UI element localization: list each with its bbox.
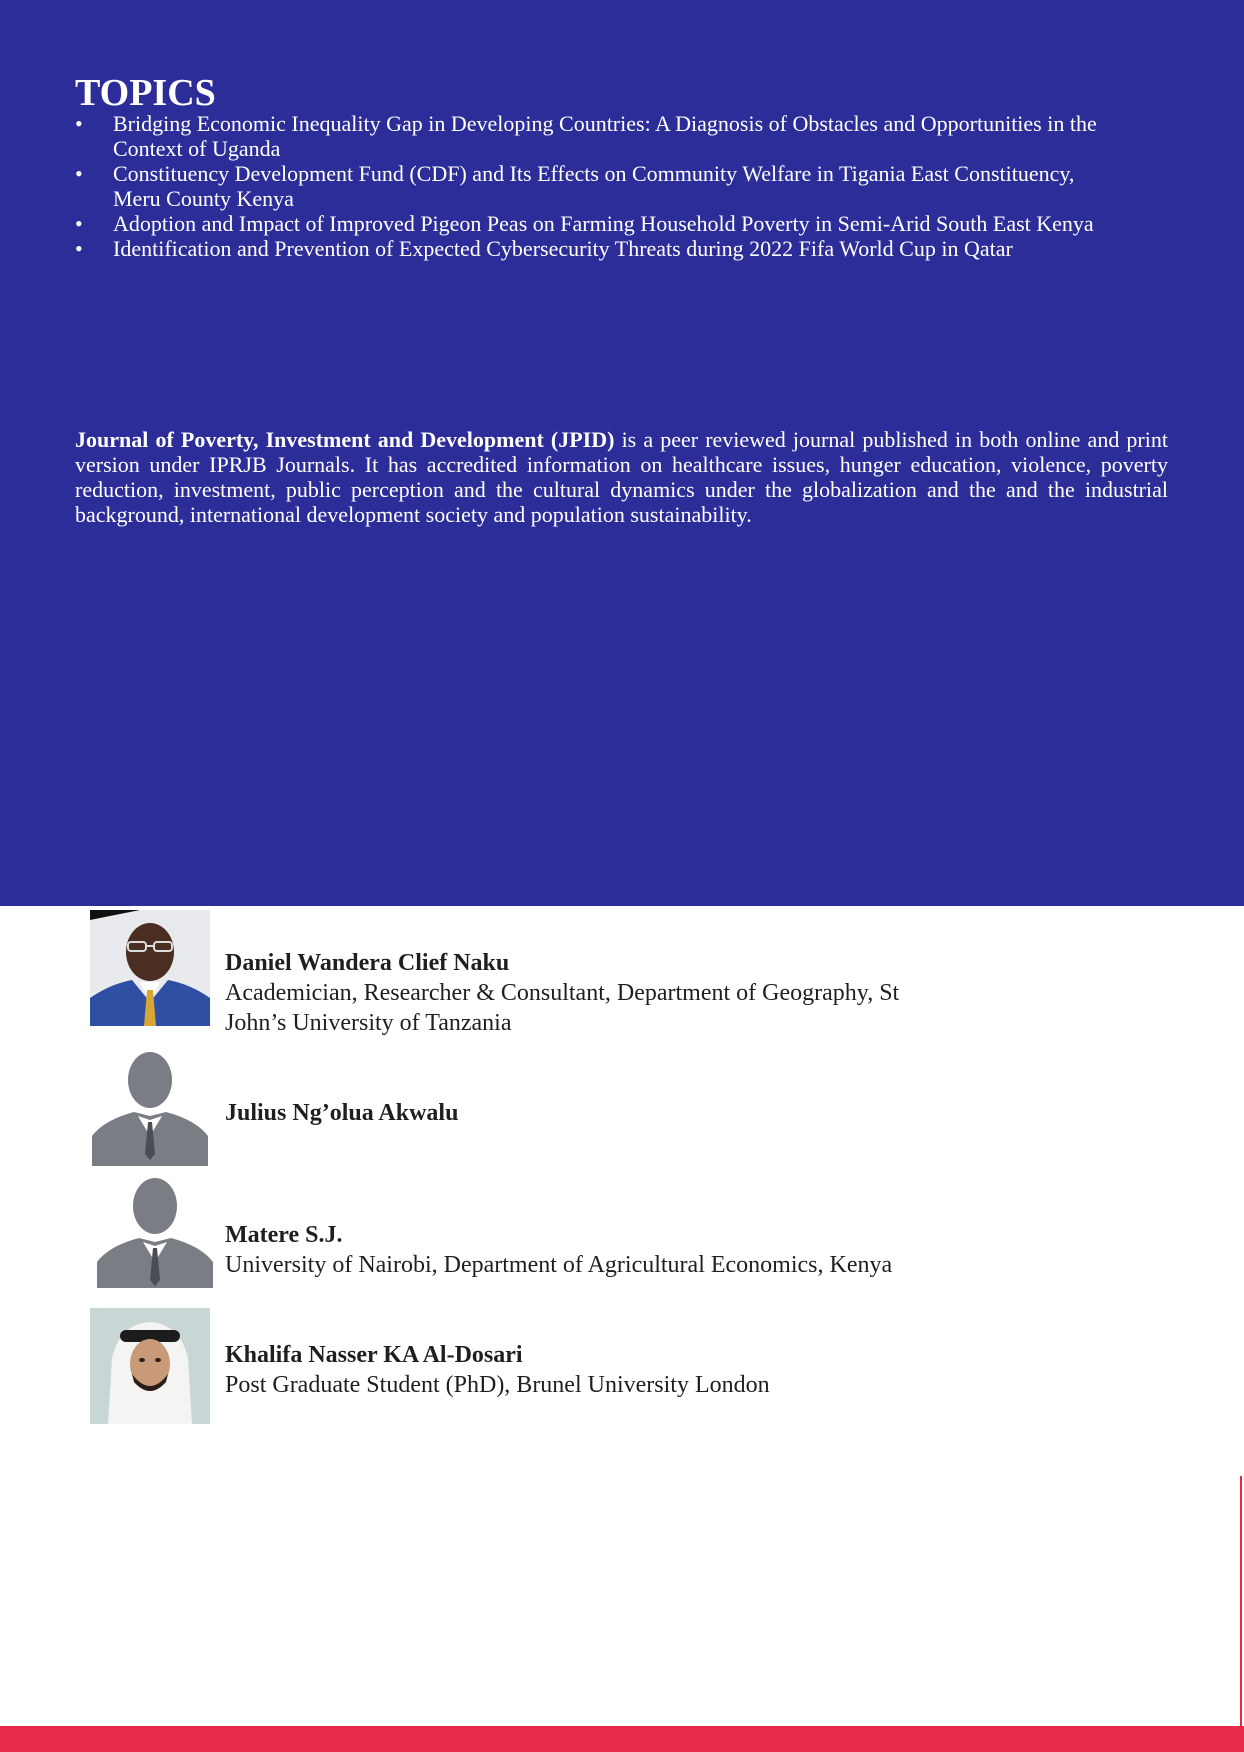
topic-text-cont: Meru County Kenya — [113, 186, 294, 211]
author-portrait-icon — [90, 910, 210, 1026]
journal-description — [75, 427, 1168, 527]
author-photo — [90, 1050, 210, 1166]
author-photo — [90, 1308, 210, 1424]
author-entry — [90, 1172, 1090, 1292]
topic-item — [75, 161, 1175, 211]
topics-list — [75, 111, 1175, 261]
author-info — [225, 1098, 458, 1128]
bullet: • — [75, 236, 83, 261]
author-name: Matere S.J. — [225, 1222, 343, 1248]
topic-text: Adoption and Impact of Improved Pigeon Peas on Farming Household Poverty in Semi-Arid South East Kenya — [113, 211, 1094, 236]
topic-text-cont: Context of Uganda — [113, 136, 281, 161]
topic-item — [75, 236, 1175, 261]
author-affiliation: Academician, Researcher & Consultant, Department of Geography, St John’s University of Tanzania — [225, 980, 900, 1036]
author-info — [225, 1340, 965, 1400]
author-affiliation: Post Graduate Student (PhD), Brunel University London — [225, 1372, 770, 1398]
author-photo — [90, 910, 210, 1026]
author-info — [225, 1220, 965, 1280]
bullet: • — [75, 161, 83, 186]
topic-text: Identification and Prevention of Expected Cybersecurity Threats during 2022 Fifa World Cup in Qatar — [113, 236, 1013, 261]
accent-rule — [1240, 1476, 1242, 1726]
author-entry — [90, 1308, 1090, 1428]
author-name: Daniel Wandera Clief Naku — [225, 950, 510, 976]
author-entry — [90, 910, 1090, 1036]
topic-item — [75, 211, 1175, 236]
topic-text: Bridging Economic Inequality Gap in Developing Countries: A Diagnosis of Obstacles and Opportunities in the — [113, 111, 1097, 136]
journal-name: Journal of Poverty, Investment and Development (JPID) — [75, 427, 615, 452]
person-silhouette-icon — [90, 1050, 210, 1166]
author-name: Julius Ng’olua Akwalu — [225, 1100, 459, 1126]
author-entry — [90, 1050, 1090, 1170]
author-photo — [95, 1172, 215, 1288]
bullet: • — [75, 111, 83, 136]
author-name: Khalifa Nasser KA Al-Dosari — [225, 1342, 523, 1368]
author-affiliation: University of Nairobi, Department of Agricultural Economics, Kenya — [225, 1252, 893, 1278]
author-info — [225, 948, 965, 1038]
footer-bar — [0, 1726, 1244, 1752]
topic-text: Constituency Development Fund (CDF) and Its Effects on Community Welfare in Tigania East Constituency, — [113, 161, 1075, 186]
person-silhouette-icon — [95, 1172, 215, 1288]
journal-description-text: is a peer reviewed journal published in both online and print version under IPRJB Journals. It has accredited information on healthcare issues, hunger education, violence, poverty reduction, investment, public perception and the cultural dynamics under the globalization and the and the industrial background, international development society and population sustainability. — [75, 427, 1168, 527]
bullet: • — [75, 211, 83, 236]
topic-item — [75, 111, 1175, 161]
topics-title: TOPICS — [75, 72, 216, 114]
author-portrait-icon — [90, 1308, 210, 1424]
